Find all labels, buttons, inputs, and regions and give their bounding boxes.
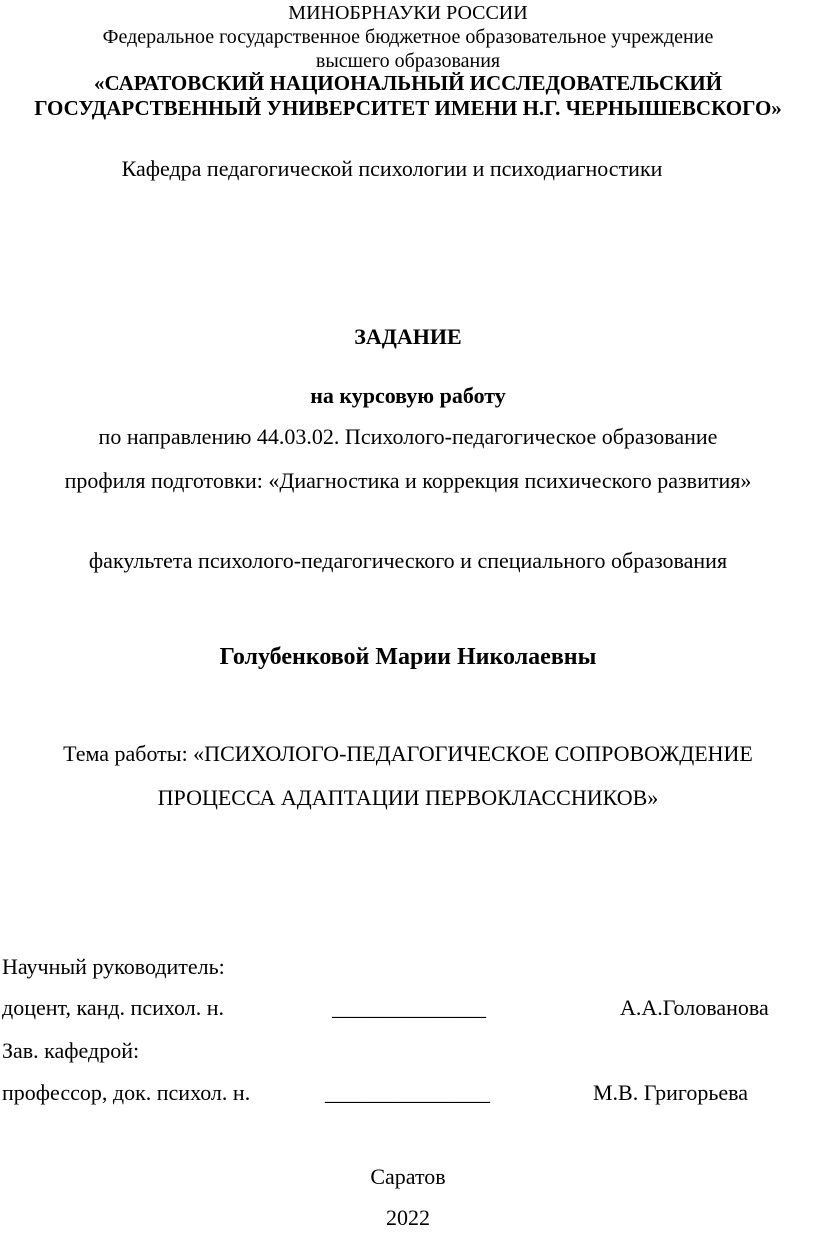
university-name-line-1: «САРАТОВСКИЙ НАЦИОНАЛЬНЫЙ ИССЛЕДОВАТЕЛЬСКИЙ — [93, 71, 723, 95]
topic-line-2: ПРОЦЕССА АДАПТАЦИИ ПЕРВОКЛАССНИКОВ» — [157, 785, 659, 810]
study-direction: по направлению 44.03.02. Психолого-педагогическое образование — [98, 424, 718, 449]
document-title: ЗАДАНИЕ — [354, 324, 462, 349]
head-label: Зав. кафедрой: — [2, 1038, 140, 1063]
document-subtitle: на курсовую работу — [310, 383, 506, 408]
head-position: профессор, док. психол. н. — [2, 1080, 251, 1105]
head-signature-line: _______________ — [325, 1080, 490, 1105]
institution-type: Федеральное государственное бюджетное образовательное учреждение — [102, 26, 714, 48]
topic-line-1: Тема работы: «ПСИХОЛОГО-ПЕДАГОГИЧЕСКОЕ СОПРОВОЖДЕНИЕ — [63, 741, 753, 766]
study-profile: профиля подготовки: «Диагностика и коррекция психического развития» — [64, 468, 752, 493]
supervisor-label: Научный руководитель: — [2, 954, 225, 979]
year: 2022 — [386, 1205, 430, 1230]
ministry: МИНОБРНАУКИ РОССИИ — [288, 2, 528, 24]
student-name: Голубенковой Марии Николаевны — [219, 644, 597, 670]
education-level: высшего образования — [315, 50, 501, 72]
supervisor-position: доцент, канд. психол. н. — [2, 995, 224, 1020]
department: Кафедра педагогической психологии и психодиагностики — [121, 156, 663, 181]
university-name-line-2: ГОСУДАРСТВЕННЫЙ УНИВЕРСИТЕТ ИМЕНИ Н.Г. ЧЕРНЫШЕВСКОГО» — [34, 96, 782, 120]
head-name: М.В. Григорьева — [593, 1080, 748, 1105]
city: Саратов — [370, 1164, 446, 1189]
supervisor-name: А.А.Голованова — [620, 995, 769, 1020]
faculty: факультета психолого-педагогического и специального образования — [88, 548, 728, 573]
supervisor-signature-line: ______________ — [332, 995, 486, 1020]
